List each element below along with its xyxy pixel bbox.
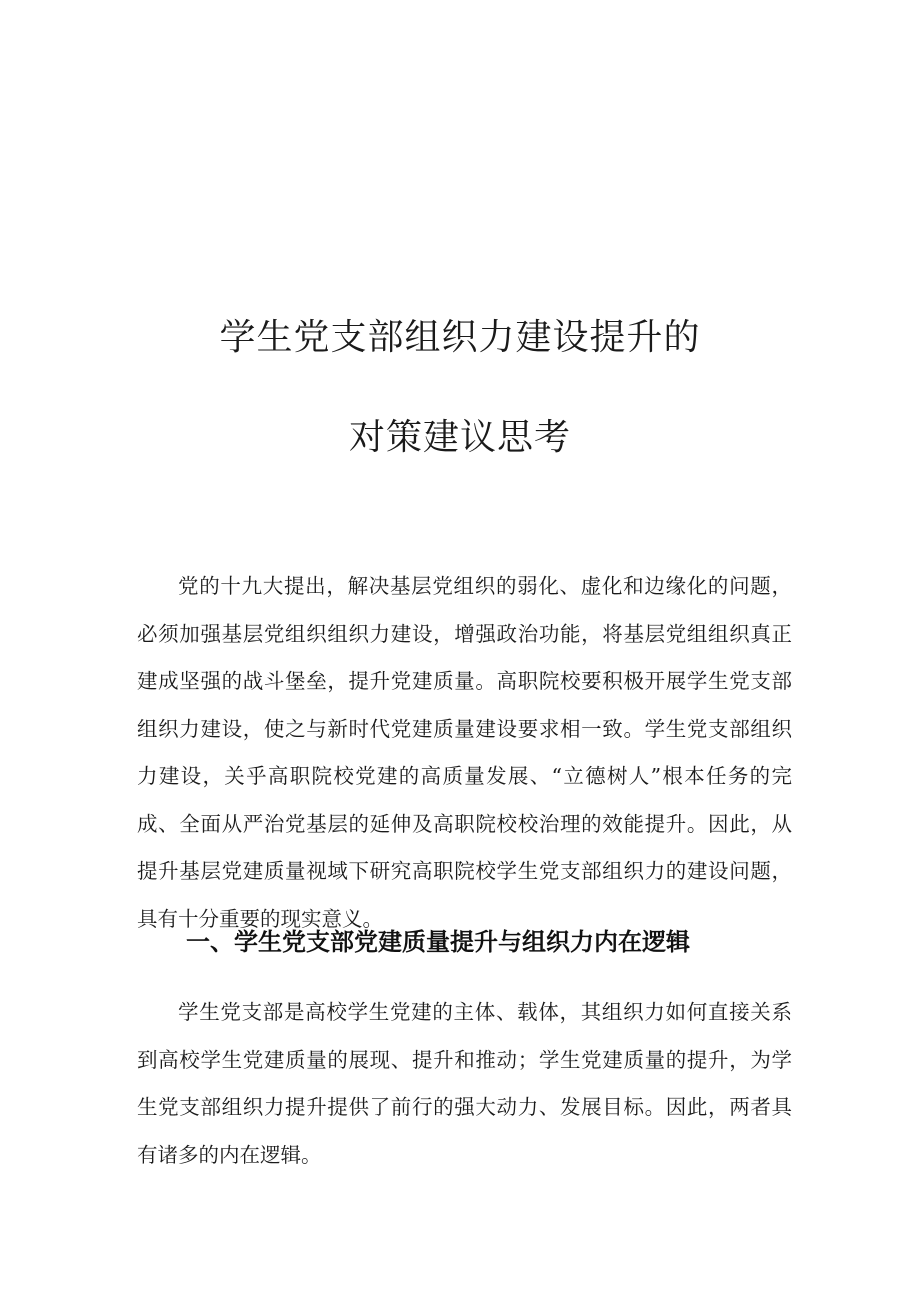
body-paragraph-2: 学生党支部是高校学生党建的主体、载体，其组织力如何直接关系到高校学生党建质量的展现、提升和推动；学生党建质量的提升，为学生党支部组织力提升提供了前行的强大动力、发展目标。因此，两者具有诸多的内在逻辑。 [137, 1000, 792, 1167]
document-title-line-2: 对策建议思考 [348, 417, 571, 458]
body-paragraph-1: 党的十九大提出，解决基层党组织的弱化、虚化和边缘化的问题，必须加强基层党组织组织力建设，增强政治功能，将基层党组组织真正建成坚强的战斗堡垒，提升党建质量。高职院校要积极开展学生党支部组织力建设，使之与新时代党建质量建设要求相一致。学生党支部组织力建设，关乎高职院校党建的高质量发展、“立德树人”根本任务的完成、全面从严治党基层的延伸及高职院校校治理的效能提升。因此，从提升基层党建质量视域下研究高职院校学生党支部组织力的建设问题，具有十分重要的现实意义。 [137, 574, 792, 931]
section-heading-1: 一、学生党支部党建质量提升与组织力内在逻辑 [186, 928, 690, 956]
document-title-line-1: 学生党支部组织力建设提升的 [219, 317, 701, 358]
